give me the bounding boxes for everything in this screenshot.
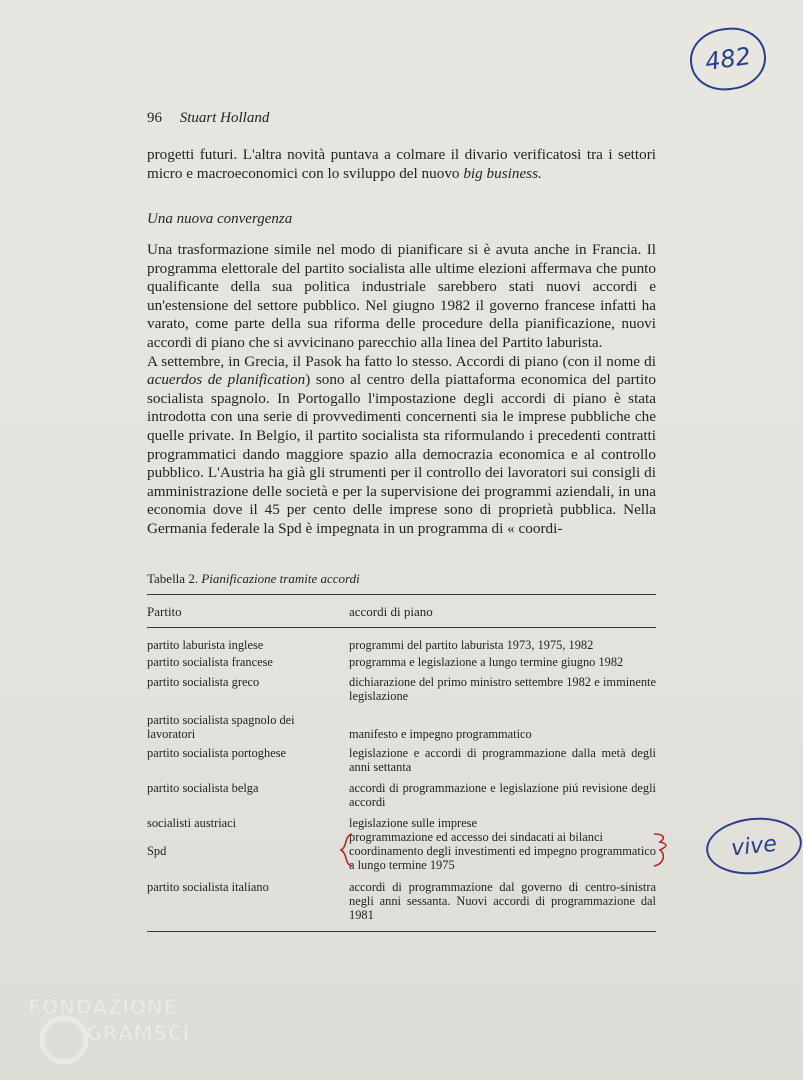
party-cell: partito socialista belga: [147, 781, 259, 795]
handwritten-margin-note: vive: [703, 813, 803, 879]
party-cell: partito socialista greco: [147, 675, 260, 689]
running-head: [147, 110, 269, 127]
paragraph-2-part-a: A settembre, in Grecia, il Pasok ha fatto lo stesso. Accordi di piano (con il nome di: [147, 352, 656, 370]
party-cell: partito socialista spagnolo dei lavoratori: [147, 713, 295, 741]
party-cell: partito socialista portoghese: [147, 746, 287, 760]
table-caption: [147, 571, 360, 587]
table-row: [147, 880, 656, 922]
paragraph-1: Una trasformazione simile nel modo di pianificare si è avuta anche in Francia. Il programma elettorale del partito socialista alle ultime elezioni affermava che punto qualificante della sua politica industriale sarebbero stati nuovi accordi e un'estensione del settore pubblico. Nel giugno 1982 il governo francese infatti ha varato, come parte della sua riforma delle procedure della pianificazione, nuovi accordi di piano che si avvicinano parecchio alla linea del Partito laburista.: [147, 241, 656, 351]
table-row: [147, 781, 656, 809]
party-cell: partito socialista italiano: [147, 880, 269, 894]
header-accordi: accordi di piano: [349, 604, 433, 619]
watermark-logo: [28, 990, 228, 1070]
intro-paragraph: [147, 146, 656, 183]
header-partito: Partito: [147, 604, 182, 619]
intro-italic: big business.: [463, 164, 542, 182]
plan-cell: legislazione e accordi di programmazione dalla metà degli anni settanta: [349, 746, 656, 774]
archive-number-stamp: 482: [686, 23, 770, 95]
plan-cell: manifesto e impegno programmatico: [349, 727, 532, 741]
party-cell: [147, 830, 349, 844]
page-number: 96: [147, 110, 162, 126]
plan-cell: accordi di programmazione dal governo di centro-sinistra negli anni sessanta. Nuovi accordi di programmazione dal 1981: [349, 880, 656, 922]
table-row: [147, 655, 656, 669]
plan-cell: coordinamento degli investimenti ed impegno programmatico a lungo termine 1975: [349, 844, 656, 872]
left-brace-mark: [338, 832, 356, 868]
table-bottom-rule: [147, 931, 656, 932]
party-cell: partito laburista inglese: [147, 638, 264, 652]
paragraph-2-italic: acuerdos de planification: [147, 371, 306, 389]
svg-text:GRAMSCI: GRAMSCI: [86, 1021, 190, 1045]
table-caption-title: Pianificazione tramite accordi: [201, 571, 360, 586]
party-cell: partito socialista francese: [147, 655, 273, 669]
main-text: [147, 241, 656, 539]
plan-cell: programma e legislazione a lungo termine giugno 1982: [349, 655, 624, 669]
party-cell: Spd: [147, 844, 167, 858]
paragraph-2-part-b: ) sono al centro della piattaforma economica del partito socialista spagnolo. In Portogallo l'impostazione degli accordi di piano è stata introdotta con una serie di provvedimenti concernenti sia le imprese pubbliche che quelle private. In Belgio, il partito socialista sta riformulando i precedenti contratti programmatici dando maggiore spazio alla democrazia economica e al controllo pubblico. L'Austria ha già gli strumenti per il controllo dei lavoratori sui consigli di amministrazione delle società e per la supervisione dei programmi aziendali, in una economia dove il 45 per cento delle imprese sono di proprietà pubblica. Nella Germania federale la Spd è impegnata in un programma di « coordi-: [147, 371, 656, 537]
author-name: Stuart Holland: [179, 110, 270, 126]
table-row: [147, 713, 656, 741]
table-header-rule: [147, 627, 656, 628]
table-top-rule: [147, 594, 656, 595]
intro-text: progetti futuri. L'altra novità puntava a colmare il divario verificatosi tra i settori micro e macroeconomici con lo sviluppo del nuovo: [147, 146, 656, 182]
plan-cell: dichiarazione del primo ministro settembre 1982 e imminente legislazione: [349, 675, 656, 703]
table-row: [147, 830, 656, 844]
table-row: [147, 844, 656, 872]
plan-cell: programmi del partito laburista 1973, 1975, 1982: [349, 638, 594, 652]
table-caption-label: Tabella 2.: [147, 571, 199, 586]
svg-text:FONDAZIONE: FONDAZIONE: [28, 995, 177, 1019]
table-row: [147, 675, 656, 703]
party-cell: socialisti austriaci: [147, 816, 237, 830]
right-brace-mark: [652, 832, 676, 868]
plan-cell: legislazione sulle imprese: [349, 816, 477, 830]
plan-cell: accordi di programmazione e legislazione piú revisione degli accordi: [349, 781, 656, 809]
table-row: [147, 638, 656, 652]
table-body: [147, 638, 656, 925]
table-row: [147, 746, 656, 774]
table-row: [147, 816, 656, 830]
plan-cell: programmazione ed accesso dei sindacati ai bilanci: [349, 830, 603, 844]
section-title: Una nuova convergenza: [147, 211, 293, 227]
paragraph-2: [147, 353, 656, 539]
